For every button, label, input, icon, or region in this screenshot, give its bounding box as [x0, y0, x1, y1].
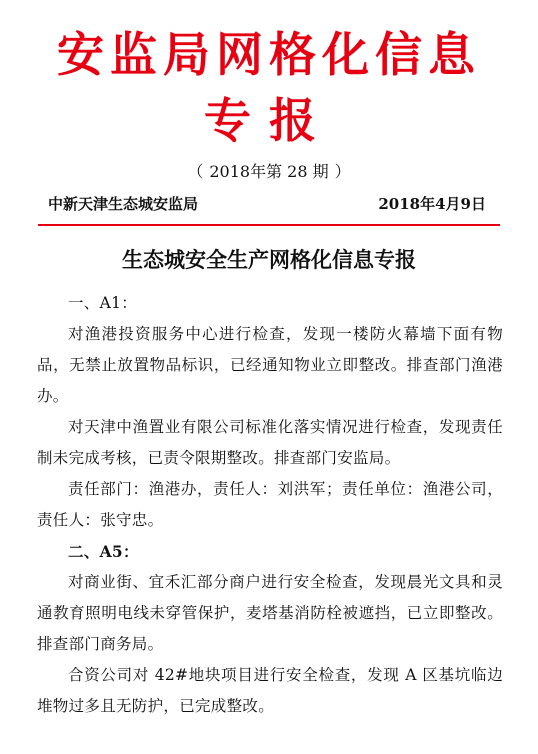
document-title: 生态城安全生产网格化信息专报: [122, 247, 416, 272]
issuing-organization: 中新天津生态城安监局: [48, 195, 199, 213]
paragraph: 合资公司对 42#地块项目进行安全检查，发现 A 区基坑临边堆物过多且无防护，已完成整改。: [37, 666, 503, 715]
masthead-title: 安监局网格化信息: [57, 28, 481, 83]
paragraph: 对天津中渔置业有限公司标准化落实情况进行检查，发现责任制未完成考核，已责令限期整改。排查部门安监局。: [37, 418, 503, 467]
section-heading-2: 二、A5：: [68, 542, 139, 561]
paragraph: 对商业街、宜禾汇部分商户进行安全检查，发现晨光文具和灵通教育照明电线未穿管保护，麦塔基消防栓被遮挡，已立即整改。排查部门商务局。: [37, 573, 503, 653]
masthead-subtitle: 专报: [204, 94, 334, 149]
issue-text: 2018年第 28 期: [209, 162, 329, 181]
red-divider-line: [38, 224, 500, 226]
section-heading-1: 一、A1：: [68, 294, 138, 312]
issue-close-paren: ）: [334, 162, 351, 181]
issue-number: [0, 162, 538, 182]
paragraph: 责任部门：渔港办，责任人：刘洪军；责任单位：渔港公司，责任人：张守忠。: [37, 480, 503, 529]
issue-open-paren: （: [187, 162, 204, 181]
paragraph: 对渔港投资服务中心进行检查，发现一楼防火幕墙下面有物品，无禁止放置物品标识，已经通知物业立即整改。排查部门渔港办。: [37, 325, 503, 405]
issue-date: 2018年4月9日: [378, 195, 486, 213]
document-body: [37, 288, 503, 722]
